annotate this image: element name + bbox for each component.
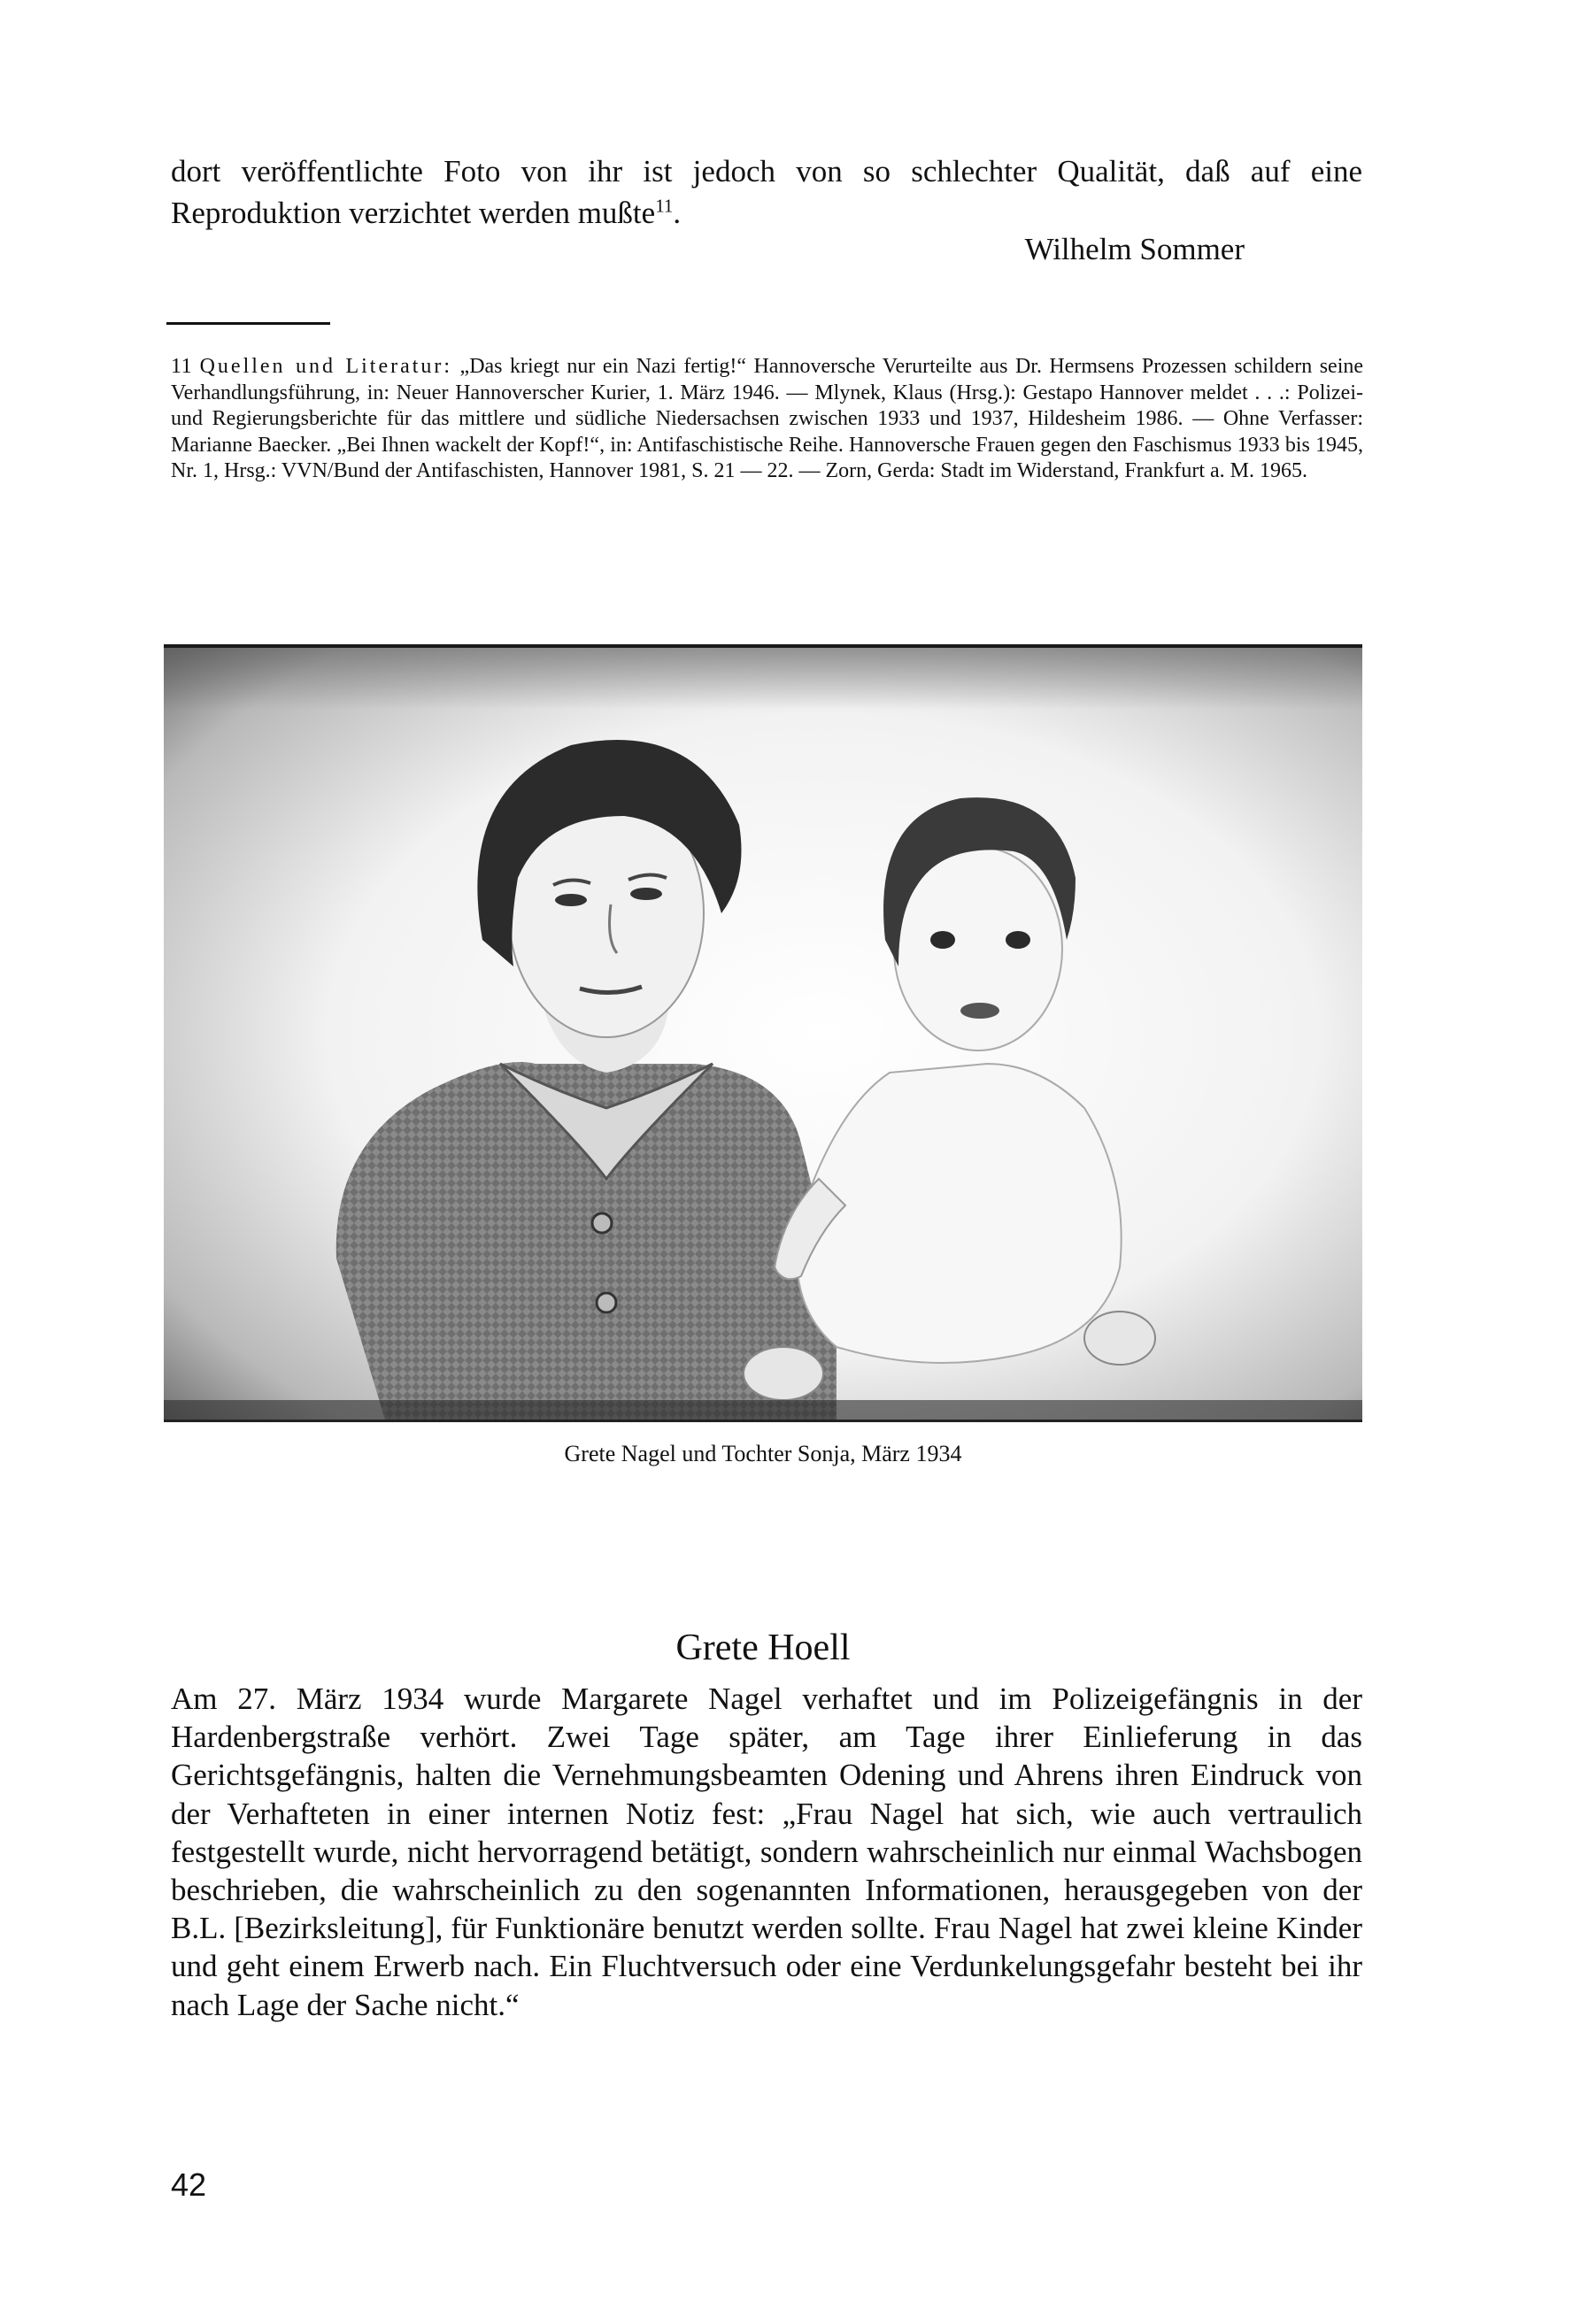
author-signature: Wilhelm Sommer	[1024, 232, 1245, 266]
footnote-reference: 11	[655, 195, 674, 217]
section-title: Grete Hoell	[675, 1628, 851, 1668]
footnote	[171, 354, 1363, 485]
footnote-divider	[166, 322, 330, 325]
body-paragraph: Am 27. März 1934 wurde Margarete Nagel verhaftet und im Polizeigefängnis in der Hardenbergstraße verhört. Zwei Tage später, am Tage ihrer Einlieferung in das Gerichtsgefängnis, halten die Vernehmungsbeamten Odening und Ahrens ihren Eindruck von der Verhafteten in einer internen Notiz fest: „Frau Nagel hat sich, wie auch vertraulich festgestellt wurde, nicht hervorragend betätigt, sondern wahrscheinlich nur einmal Wachsbogen beschrieben, die wahrscheinlich zu den sogenannten Informationen, herausgegeben von der B.L. [Bezirksleitung], für Funktionäre benutzt werden sollte. Frau Nagel hat zwei kleine Kinder und geht einem Erwerb nach. Ein Fluchtversuch oder eine Verdunkelungsgefahr besteht bei ihr nach Lage der Sache nicht.“	[171, 1681, 1362, 2022]
top-paragraph-text: dort veröffentlichte Foto von ihr ist jedoch von so schlechter Qualität, daß auf eine Reproduktion verzichtet werden mußte	[171, 154, 1362, 230]
photo-caption: Grete Nagel und Tochter Sonja, März 1934	[564, 1441, 962, 1466]
top-paragraph	[171, 150, 1362, 234]
top-paragraph-tail: .	[673, 196, 682, 230]
footnote-label: Quellen und Literatur:	[199, 355, 453, 378]
footnote-number: 11	[171, 355, 193, 378]
footnote-text: „Das kriegt nur ein Nazi fertig!“ Hannoversche Verurteilte aus Dr. Hermsens Prozessen schildern seine Verhandlungsführung, in: Neuer Hannoverscher Kurier, 1. März 1946. — Mlynek, Klaus (Hrsg.): Gestapo Hannover meldet . . .: Polizei- und Regierungsberichte für das mittlere und südliche Niedersachsen zwischen 1933 und 1937, Hildesheim 1986. — Ohne Verfasser: Marianne Baecker. „Bei Ihnen wackelt der Kopf!“, in: Antifaschistische Reihe. Hannoversche Frauen gegen den Faschismus 1933 bis 1945, Nr. 1, Hrsg.: VVN/Bund der Antifaschisten, Hannover 1981, S. 21 — 22. — Zorn, Gerda: Stadt im Widerstand, Frankfurt a. M. 1965.	[171, 355, 1364, 482]
portrait-photo	[164, 644, 1362, 1422]
page-number: 42	[171, 2166, 207, 2203]
